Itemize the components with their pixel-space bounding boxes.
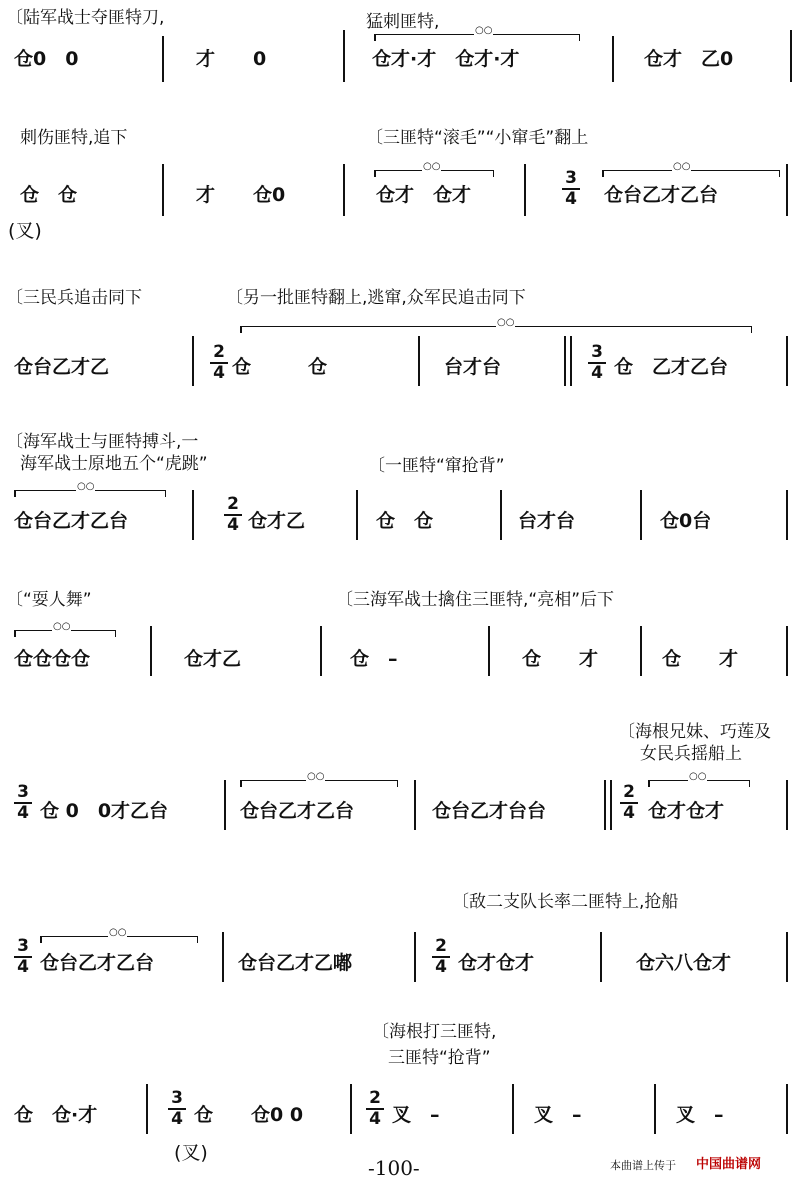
lyric: 刺伤匪特,追下 [20,128,128,148]
measure: 仓 才 [662,648,739,670]
measure: 才 仓0 [196,184,286,206]
measure: 仓台乙才台台 [432,800,547,822]
measure: 仓才仓才 [458,952,535,974]
barline [162,36,164,82]
lyric: 〔海根打三匪特, [372,1022,497,1042]
time-denominator: 4 [213,363,225,383]
time-signature [562,170,580,208]
barline [343,164,345,216]
time-signature [224,496,242,534]
time-numerator: 3 [565,168,577,188]
time-signature [14,784,32,822]
barline [488,626,490,676]
lyric: 海军战士原地五个“虎跳” [20,454,208,474]
measure: 仓 才 [522,648,599,670]
measure: 仓才乙 [184,648,242,670]
barline [786,490,788,540]
time-numerator: 2 [435,936,447,956]
measure: 仓 仓0 0 [194,1104,304,1126]
time-numerator: 2 [623,782,635,802]
slur: ○○ [40,936,198,943]
measure: 叉 – [676,1104,724,1126]
measure: 仓 0 0才乙台 [40,800,169,822]
barline [500,490,502,540]
lyric: 〔一匪特“窜抢背” [368,456,505,476]
page-number: -100- [368,1156,420,1180]
barline [786,1084,788,1134]
measure: 仓 仓·才 [14,1104,98,1126]
barline [414,780,416,830]
time-denominator: 4 [171,1109,183,1129]
slur: ○○ [240,326,752,333]
slur: ○○ [374,170,494,177]
time-signature [620,784,638,822]
measure: 仓台乙才乙台 [240,800,355,822]
time-denominator: 4 [17,803,29,823]
barline [146,1084,148,1134]
measure: 仓 乙才乙台 [614,356,729,378]
measure: 叉 – [392,1104,440,1126]
slur: ○○ [648,780,750,787]
barline [604,780,606,830]
time-signature [168,1090,186,1128]
time-signature [432,938,450,976]
lyric: 〔另一批匪特翻上,逃窜,众军民追击同下 [226,288,526,308]
barline [192,490,194,540]
measure: 才 0 [196,48,267,70]
barline [786,626,788,676]
barline [786,164,788,216]
barline [564,336,566,386]
barline [786,932,788,982]
footer-text: 本曲谱上传于 [610,1159,676,1172]
barline [524,164,526,216]
measure: 仓六八仓才 [636,952,732,974]
barline [640,490,642,540]
measure: 仓才 仓才 [376,184,472,206]
barline [654,1084,656,1134]
time-denominator: 4 [227,515,239,535]
measure: 仓台乙才乙台 [14,510,129,532]
lyric: 〔三民兵追击同下 [6,288,142,308]
barline [224,780,226,830]
time-denominator: 4 [17,957,29,977]
barline [320,626,322,676]
measure: 仓才 乙0 [644,48,734,70]
barline [570,336,572,386]
barline [512,1084,514,1134]
barline [350,1084,352,1134]
time-numerator: 2 [213,342,225,362]
lyric: 〔三匪特“滚毛”“小窜毛”翻上 [366,128,589,148]
slur: ○○ [602,170,780,177]
barline [612,36,614,82]
slur: ○○ [14,490,166,497]
lyric: 〔海军战士与匪特搏斗,一 [6,432,199,452]
time-numerator: 3 [17,782,29,802]
measure: 仓台乙才乙台 [604,184,719,206]
measure: 仓 仓 [376,510,434,532]
barline [343,30,345,82]
below-note: (叉) [8,220,42,242]
measure: 仓才乙 [248,510,306,532]
time-numerator: 3 [17,936,29,956]
measure: 台才台 [444,356,502,378]
lyric: 〔海根兄妹、巧莲及 [618,722,771,742]
barline [356,490,358,540]
time-numerator: 3 [591,342,603,362]
measure: 仓仓仓仓 [14,648,91,670]
time-signature [588,344,606,382]
barline [222,932,224,982]
site-logo[interactable]: 中国曲谱网 [696,1157,762,1172]
measure: 仓台乙才乙台 [40,952,155,974]
lyric: 女民兵摇船上 [640,744,742,764]
time-numerator: 2 [227,494,239,514]
barline [162,164,164,216]
measure: 仓0台 [660,510,712,532]
measure: 仓 仓 [232,356,328,378]
measure: 仓才仓才 [648,800,725,822]
lyric: 〔敌二支队长率二匪特上,抢船 [452,892,679,912]
lyric: 猛刺匪特, [366,12,440,32]
measure: 仓台乙才乙 [14,356,110,378]
time-numerator: 2 [369,1088,381,1108]
barline [790,30,792,82]
lyric: 〔陆军战士夺匪特刀, [6,8,165,28]
barline [610,780,612,830]
time-signature [366,1090,384,1128]
lyric: 〔“耍人舞” [6,590,92,610]
time-denominator: 4 [591,363,603,383]
measure: 仓 仓 [20,184,78,206]
slur: ○○ [14,630,116,637]
slur: ○○ [240,780,398,787]
measure: 仓0 0 [14,48,79,70]
barline [786,780,788,830]
below-note: (叉) [174,1142,208,1164]
measure: 台才台 [518,510,576,532]
time-signature [14,938,32,976]
measure: 叉 – [534,1104,582,1126]
measure: 仓台乙才乙嘟 [238,952,353,974]
barline [192,336,194,386]
barline [600,932,602,982]
time-denominator: 4 [369,1109,381,1129]
time-denominator: 4 [435,957,447,977]
measure: 仓 – [350,648,398,670]
barline [418,336,420,386]
slur: ○○ [374,34,580,41]
lyric: 〔三海军战士擒住三匪特,“亮相”后下 [336,590,615,610]
time-denominator: 4 [565,189,577,209]
time-numerator: 3 [171,1088,183,1108]
barline [640,626,642,676]
lyric: 三匪特“抢背” [388,1048,491,1068]
measure: 仓才·才 仓才·才 [372,48,520,70]
time-signature [210,344,228,382]
barline [414,932,416,982]
barline [786,336,788,386]
time-denominator: 4 [623,803,635,823]
barline [150,626,152,676]
